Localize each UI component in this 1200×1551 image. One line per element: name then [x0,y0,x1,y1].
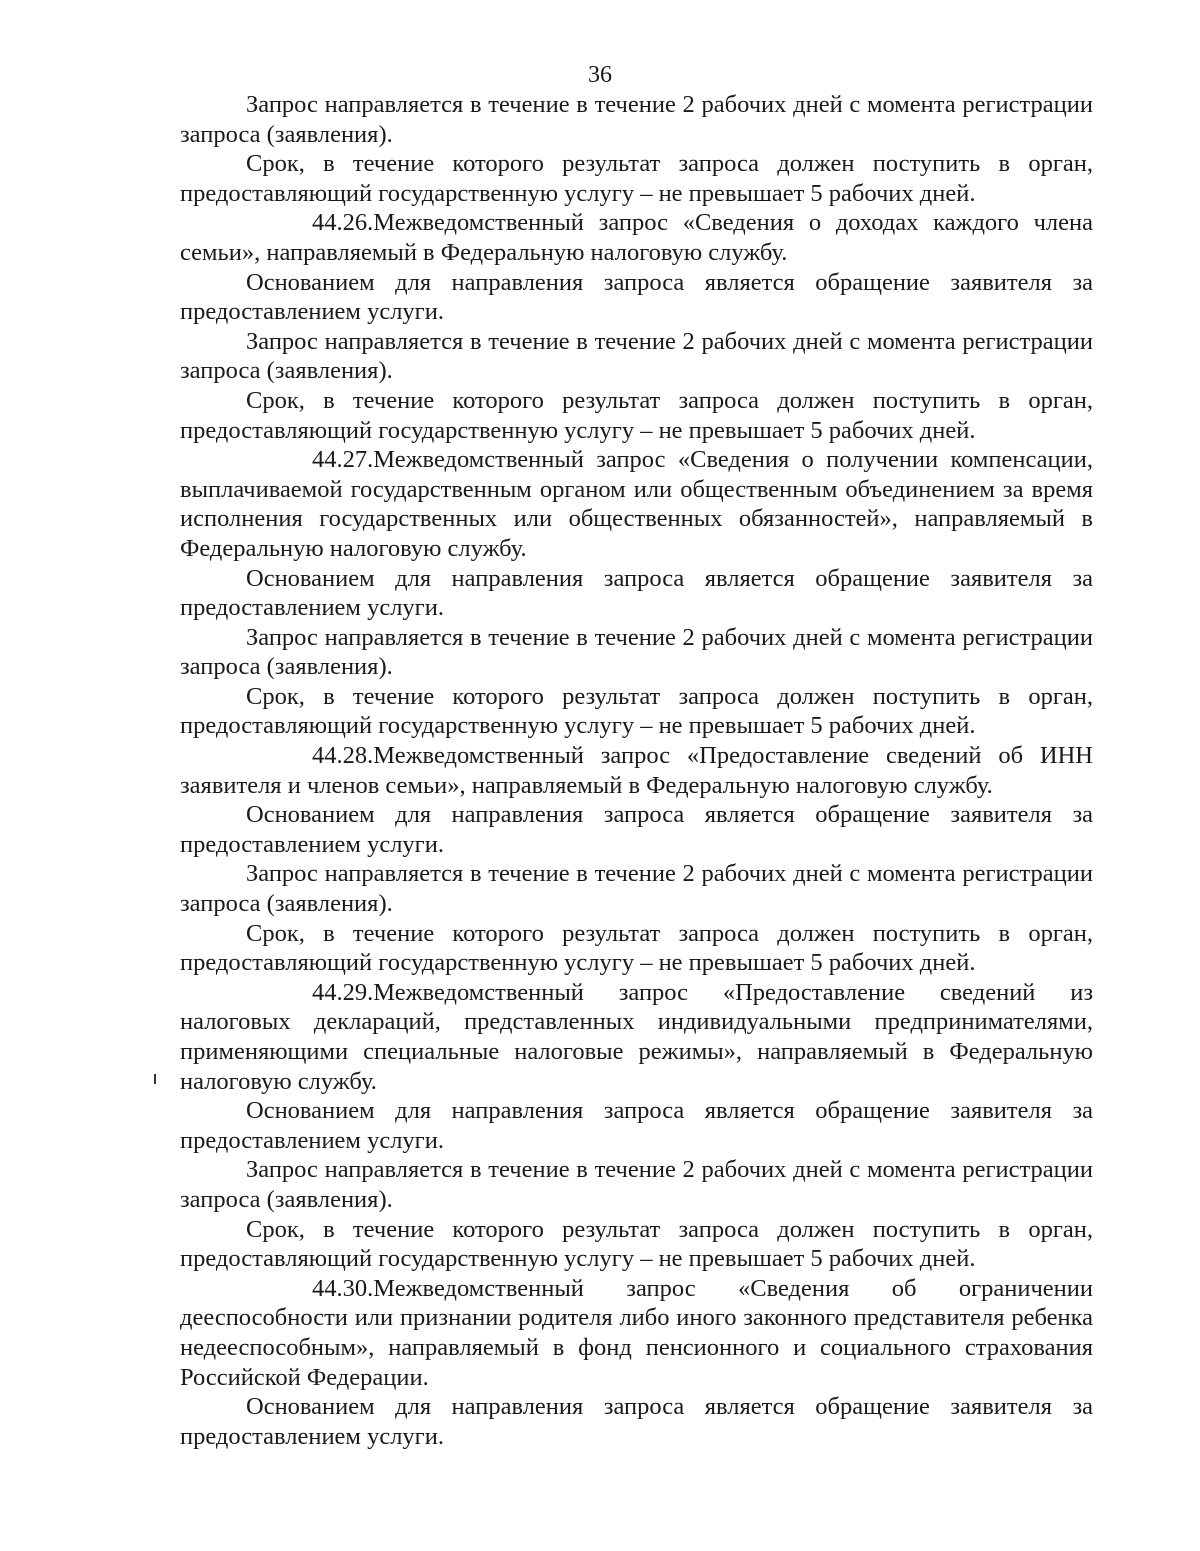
item-text: Межведомственный запрос «Предоставление сведений об ИНН заявителя и членов семьи», направляемый в Федеральную налоговую службу. [180,742,1093,799]
body-paragraph: Основанием для направления запроса является обращение заявителя за предоставлением услуги. [180,268,1093,326]
numbered-item-paragraph [180,445,1093,563]
numbered-item-paragraph [180,978,1093,1096]
item-text: Межведомственный запрос «Предоставление сведений из налоговых деклараций, представленных индивидуальными предпринимателями, применяющими специальные налоговые режимы», направляемый в Федеральную налоговую службу. [180,978,1093,1095]
item-text: Межведомственный запрос «Сведения о получении компенсации, выплачиваемой государственным органом или общественным объединением за время исполнения государственных или общественных обязанностей», направляемый в Федеральную налоговую службу. [180,446,1093,562]
item-number: 44.28. [312,742,374,770]
body-paragraph: Срок, в течение которого результат запроса должен поступить в орган, предоставляющий государственную услугу – не превышает 5 рабочих дней. [180,919,1093,977]
body-paragraph: Основанием для направления запроса является обращение заявителя за предоставлением услуги. [180,801,1093,858]
numbered-item-paragraph [180,741,1093,800]
body-paragraph: Основанием для направления запроса является обращение заявителя за предоставлением услуги. [180,1097,1093,1154]
body-paragraph: Срок, в течение которого результат запроса должен поступить в орган, предоставляющий государственную услугу – не превышает 5 рабочих дней. [180,682,1093,740]
body-paragraph: Запрос направляется в течение в течение 2 рабочих дней с момента регистрации запроса (заявления). [180,623,1093,681]
body-paragraph: Запрос направляется в течение в течение 2 рабочих дней с момента регистрации запроса (заявления). [180,860,1093,918]
body-paragraph: Запрос направляется в течение в течение 2 рабочих дней с момента регистрации запроса (заявления). [180,327,1093,385]
numbered-item-paragraph [180,208,1093,267]
body-paragraph: Запрос направляется в течение в течение 2 рабочих дней с момента регистрации запроса (заявления). [180,1156,1093,1213]
body-paragraph: Запрос направляется в течение в течение 2 рабочих дней с момента регистрации запроса (заявления). [180,91,1093,148]
body-paragraph: Срок, в течение которого результат запроса должен поступить в орган, предоставляющий государственную услугу – не превышает 5 рабочих дней. [180,386,1093,444]
document-body [180,90,1093,1451]
body-paragraph: Основанием для направления запроса является обращение заявителя за предоставлением услуги. [180,1393,1093,1450]
item-number: 44.29. [312,978,374,1006]
item-text: Межведомственный запрос «Сведения об ограничении дееспособности или признании родителя либо иного законного представителя ребенка недееспособным», направляемый в фонд пенсионного и социального страхования Российской Федерации. [180,1274,1093,1391]
body-paragraph: Основанием для направления запроса является обращение заявителя за предоставлением услуги. [180,564,1093,622]
item-text: Межведомственный запрос «Сведения о доходах каждого члена семьи», направляемый в Федеральную налоговую службу. [180,209,1093,266]
item-number: 44.27. [312,446,374,474]
numbered-item-paragraph [180,1274,1093,1392]
scan-mark [154,1074,156,1084]
item-number: 44.26. [312,209,374,237]
body-paragraph: Срок, в течение которого результат запроса должен поступить в орган, предоставляющий государственную услугу – не превышает 5 рабочих дней. [180,1215,1093,1273]
page-number: 36 [588,62,612,88]
item-number: 44.30. [312,1274,374,1302]
body-paragraph: Срок, в течение которого результат запроса должен поступить в орган, предоставляющий государственную услугу – не превышает 5 рабочих дней. [180,150,1093,207]
